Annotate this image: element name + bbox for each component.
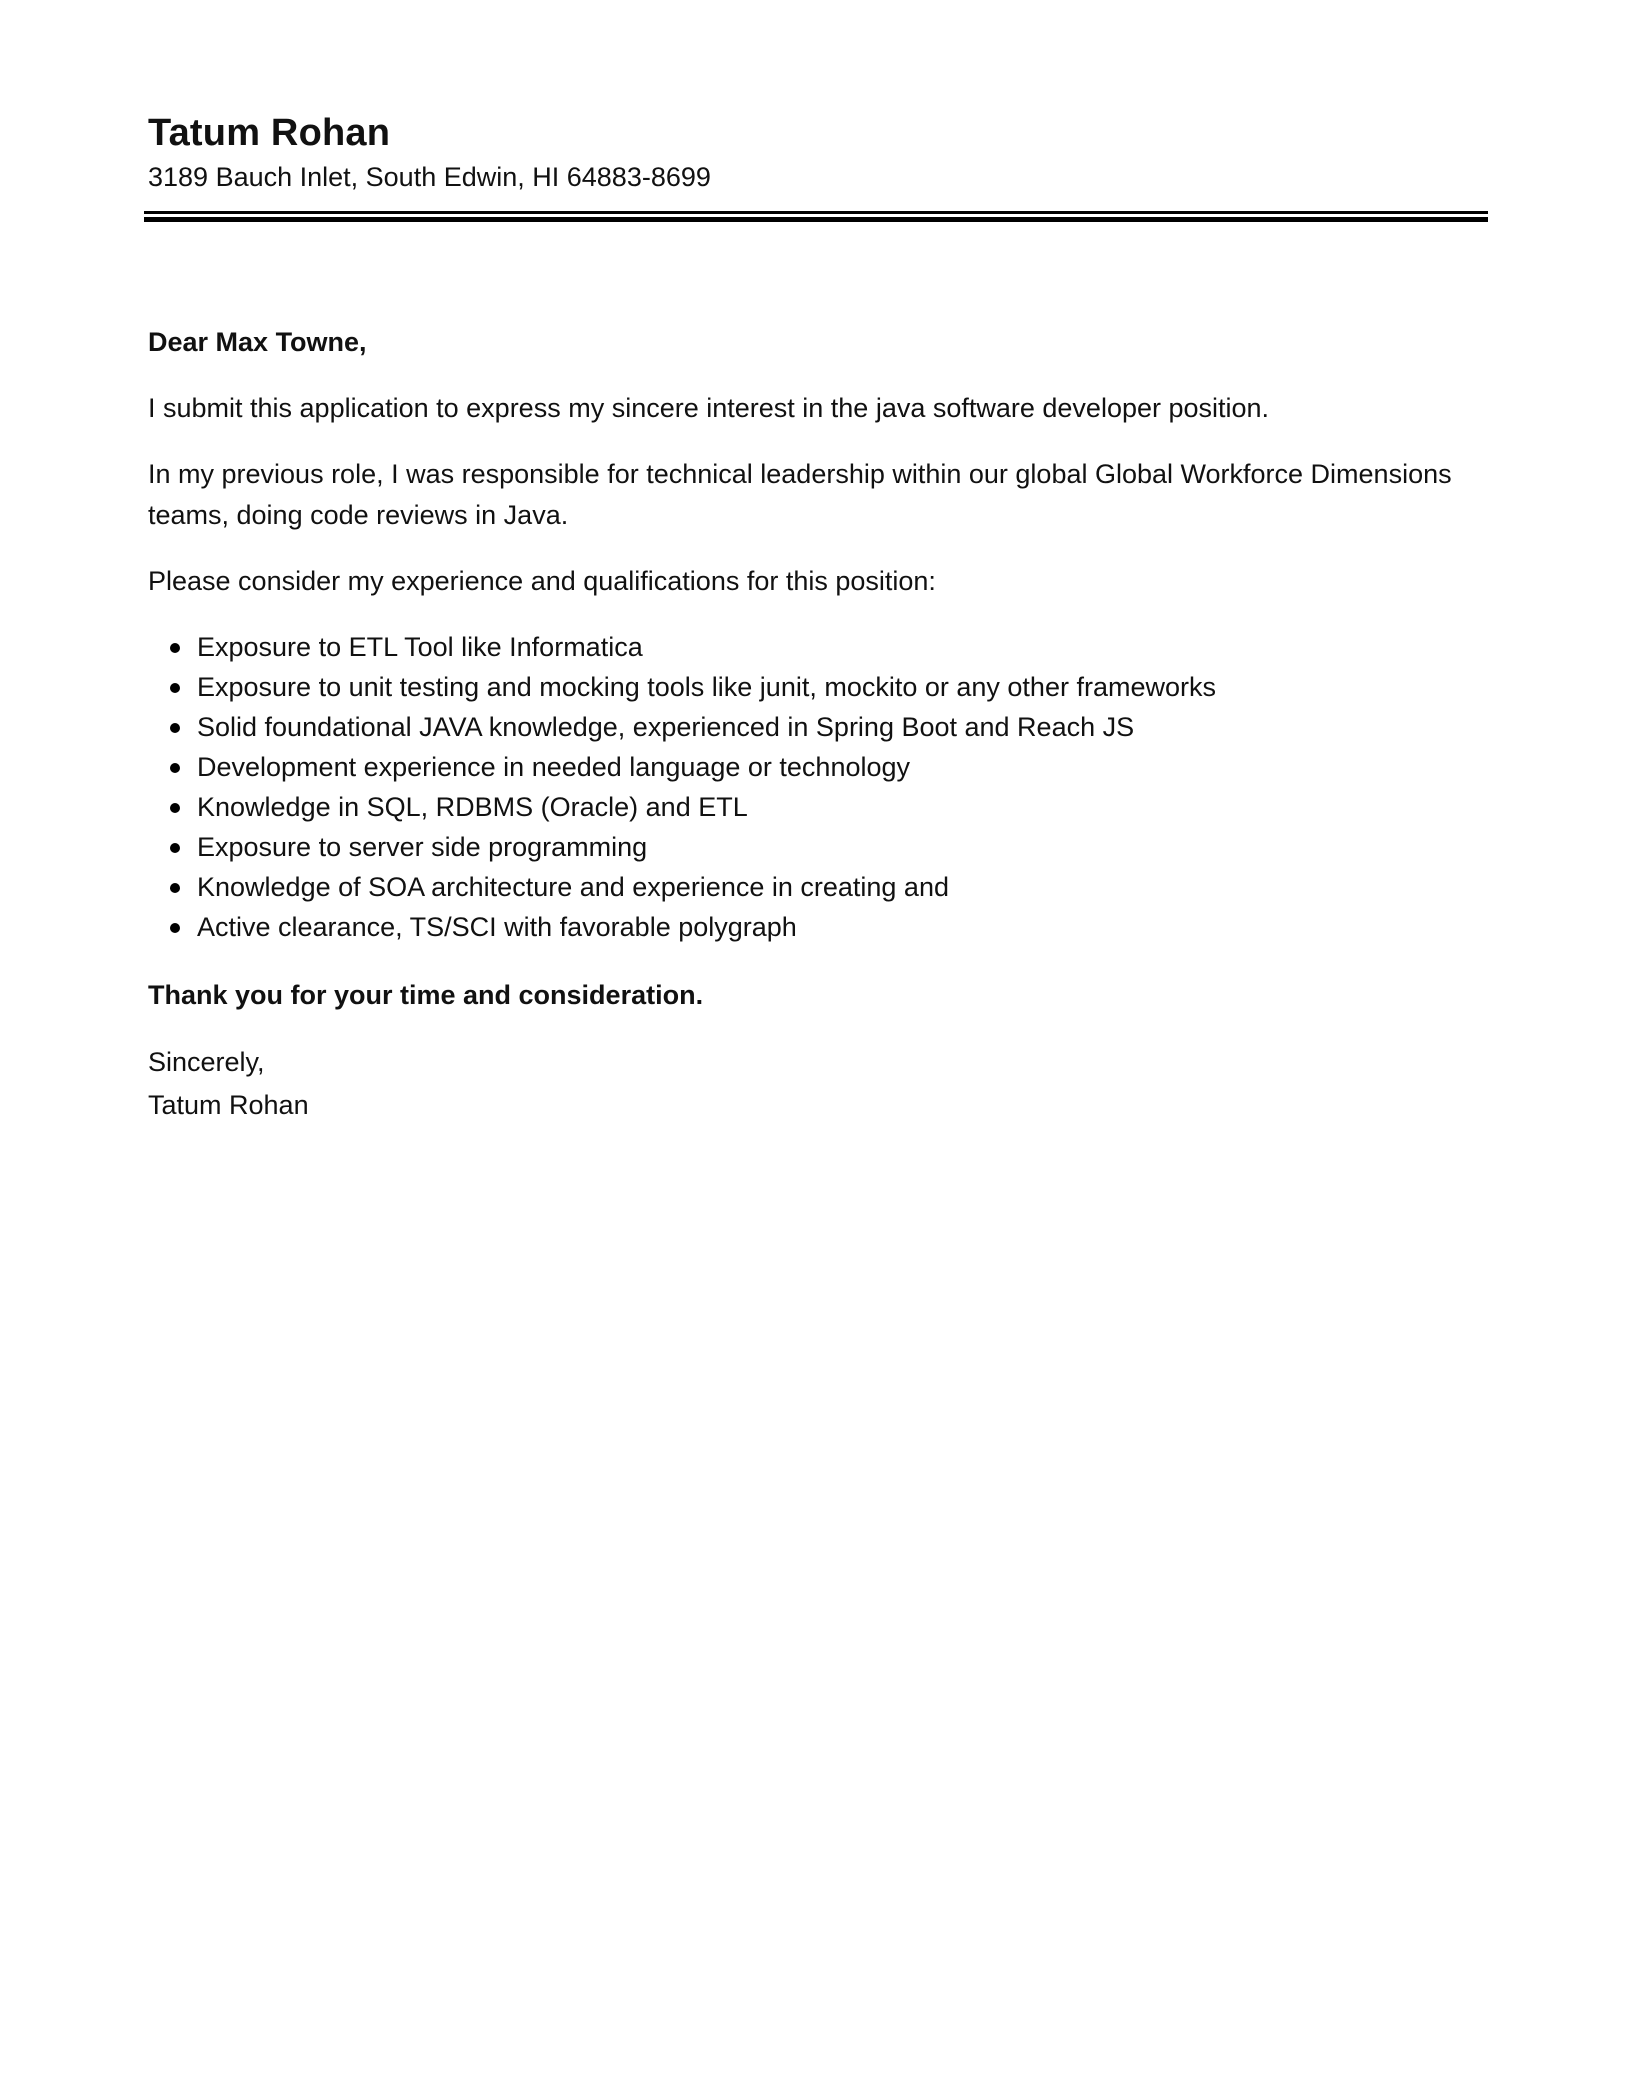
signoff-block — [148, 1041, 1468, 1127]
bullet-icon — [170, 803, 180, 813]
letter-header — [148, 108, 1488, 196]
header-divider — [144, 211, 1488, 222]
list-item: Active clearance, TS/SCI with favorable polygraph — [148, 907, 1468, 947]
list-item: Knowledge in SQL, RDBMS (Oracle) and ETL — [148, 787, 1468, 827]
bullet-icon — [170, 723, 180, 733]
closing-line: Thank you for your time and consideration. — [148, 980, 704, 1010]
signature-name: Tatum Rohan — [148, 1090, 309, 1120]
sender-name: Tatum Rohan — [148, 112, 391, 154]
paragraph-qualifications-lead: Please consider my experience and qualifications for this position: — [148, 566, 936, 596]
bullet-icon — [170, 763, 180, 773]
salutation: Dear Max Towne, — [148, 327, 367, 357]
bullet-icon — [170, 923, 180, 933]
list-item: Exposure to ETL Tool like Informatica — [148, 627, 1468, 667]
list-item: Development experience in needed language or technology — [148, 747, 1468, 787]
bullet-icon — [170, 643, 180, 653]
list-item: Exposure to server side programming — [148, 827, 1468, 867]
qualifications-list — [148, 627, 1468, 947]
bullet-icon — [170, 843, 180, 853]
bullet-icon — [170, 683, 180, 693]
paragraph-experience: In my previous role, I was responsible for technical leadership within our global Global Workforce Dimensions teams, doing code reviews in Java. — [148, 459, 1452, 530]
letter-body — [148, 322, 1468, 1127]
list-item: Exposure to unit testing and mocking tools like junit, mockito or any other frameworks — [148, 667, 1468, 707]
sender-address: 3189 Bauch Inlet, South Edwin, HI 64883-8699 — [148, 162, 711, 192]
list-item: Knowledge of SOA architecture and experience in creating and — [148, 867, 1468, 907]
bullet-icon — [170, 883, 180, 893]
signoff: Sincerely, — [148, 1047, 265, 1077]
list-item: Solid foundational JAVA knowledge, experienced in Spring Boot and Reach JS — [148, 707, 1468, 747]
paragraph-intro: I submit this application to express my sincere interest in the java software developer position. — [148, 393, 1270, 423]
